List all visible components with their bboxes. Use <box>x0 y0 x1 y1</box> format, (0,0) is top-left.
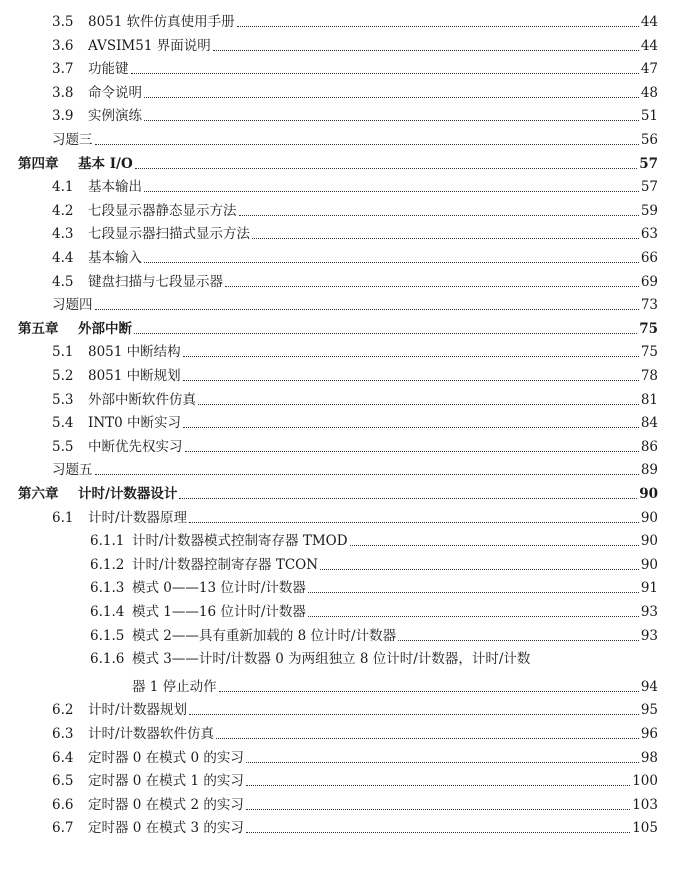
toc-entry-page: 103 <box>632 796 658 813</box>
toc-entry-page: 63 <box>640 226 658 243</box>
toc-entry-page: 89 <box>640 462 658 479</box>
dot-leader <box>246 809 630 810</box>
dot-leader <box>95 309 639 310</box>
toc-entry-title: 模式 1——16 位计时/计数器 <box>132 604 306 620</box>
toc-entry-page: 75 <box>640 344 658 361</box>
toc-entry-title: INT0 中断实习 <box>88 415 182 432</box>
dot-leader <box>135 168 637 169</box>
toc-entry-page: 93 <box>640 627 658 644</box>
toc-exercise-row[interactable] <box>52 126 658 148</box>
dot-leader <box>183 356 639 357</box>
toc-entry-number: 第四章 <box>18 155 59 172</box>
toc-entry-title-continuation: 器 1 停止动作 <box>132 678 217 695</box>
dot-leader <box>189 714 639 715</box>
toc-entry-title: 基本输出 <box>88 179 142 196</box>
toc-entry-page: 75 <box>639 320 658 337</box>
toc-entry-page: 48 <box>640 84 658 101</box>
toc-entry-row[interactable] <box>52 268 658 290</box>
toc-entry-row[interactable] <box>90 574 658 596</box>
toc-entry-row[interactable] <box>52 720 658 742</box>
toc-entry-page: 69 <box>640 273 658 290</box>
dot-leader <box>198 404 639 405</box>
toc-entry-title: 外部中断软件仿真 <box>88 391 196 408</box>
dot-leader <box>144 120 639 121</box>
toc-entry-title: 命令说明 <box>88 84 142 101</box>
toc-entry-title: 基本 I/O <box>78 155 133 172</box>
toc-entry-page: 51 <box>640 108 658 125</box>
dot-leader <box>308 592 639 593</box>
toc-entry-page: 90 <box>640 556 658 573</box>
dot-leader <box>398 640 639 641</box>
toc-entry-number: 3.7 <box>52 61 74 78</box>
toc-entry-number: 3.5 <box>52 14 74 30</box>
dot-leader <box>239 215 639 216</box>
toc-entry-row[interactable] <box>52 55 658 77</box>
dot-leader <box>350 545 639 546</box>
toc-entry-number: 4.5 <box>52 273 74 290</box>
dot-leader <box>213 50 639 51</box>
toc-entry-row[interactable] <box>52 696 658 718</box>
toc-entry-page: 90 <box>640 509 658 526</box>
toc-entry-title: 计时/计数器软件仿真 <box>88 726 215 742</box>
toc-entry-number: 6.5 <box>52 773 74 790</box>
toc-entry-number: 6.1.6 <box>90 651 125 668</box>
toc-entry-page: 78 <box>640 368 658 384</box>
toc-entry-page: 105 <box>632 820 658 837</box>
toc-entry-row[interactable] <box>52 386 658 408</box>
toc-entry-page: 93 <box>640 604 658 620</box>
toc-entry-title: 七段显示器扫描式显示方法 <box>88 226 250 243</box>
toc-entry-number: 6.1.3 <box>90 580 125 597</box>
dot-leader <box>185 451 639 452</box>
toc-entry-title: 模式 3——计时/计数器 0 为两组独立 8 位计时/计数器，计时/计数 <box>132 651 531 668</box>
toc-entry-title: 习题五 <box>52 462 93 479</box>
toc-entry-page: 57 <box>640 179 658 196</box>
toc-entry-number: 5.1 <box>52 344 74 361</box>
dot-leader <box>252 238 639 239</box>
toc-entry-row[interactable] <box>52 102 658 124</box>
toc-chapter-row[interactable] <box>18 315 658 337</box>
toc-entry-page: 47 <box>640 61 658 78</box>
toc-entry-title: 中断优先权实习 <box>88 438 183 455</box>
toc-entry-number: 6.3 <box>52 726 74 742</box>
toc-entry-page: 94 <box>640 678 658 695</box>
toc-entry-title: 计时/计数器模式控制寄存器 TMOD <box>132 533 348 550</box>
toc-entry-page: 100 <box>632 773 658 790</box>
toc-entry-continuation-row[interactable] <box>132 673 658 695</box>
toc-entry-page: 57 <box>639 155 658 172</box>
toc-entry-page: 66 <box>640 250 658 266</box>
toc-entry-title: 定时器 0 在模式 3 的实习 <box>88 820 244 837</box>
toc-entry-number: 6.1 <box>52 509 74 526</box>
dot-leader <box>308 616 639 617</box>
toc-entry-number: 5.2 <box>52 368 74 384</box>
dot-leader <box>144 191 639 192</box>
toc-entry-title: 8051 中断结构 <box>88 344 181 361</box>
toc-entry-row[interactable] <box>52 32 658 54</box>
toc-entry-title: 计时/计数器原理 <box>88 509 188 526</box>
dot-leader <box>131 73 639 74</box>
dot-leader <box>95 144 639 145</box>
toc-entry-number: 6.6 <box>52 796 74 813</box>
toc-entry-title: 8051 软件仿真使用手册 <box>88 14 235 30</box>
toc-entry-title: 模式 2——具有重新加载的 8 位计时/计数器 <box>132 627 397 644</box>
toc-entry-page: 98 <box>640 749 658 766</box>
toc-entry-page: 59 <box>640 202 658 219</box>
toc-entry-page: 56 <box>640 132 658 148</box>
dot-leader <box>144 262 639 263</box>
toc-entry-row[interactable] <box>90 645 658 667</box>
toc-entry-page: 90 <box>639 486 658 502</box>
toc-entry-title: 定时器 0 在模式 1 的实习 <box>88 773 244 790</box>
dot-leader <box>183 427 639 428</box>
toc-entry-page: 84 <box>640 415 658 432</box>
toc-entry-row[interactable] <box>52 504 658 526</box>
toc-entry-number: 3.6 <box>52 37 74 54</box>
toc-entry-title: 计时/计数器设计 <box>78 486 178 502</box>
toc-entry-title: 功能键 <box>88 61 129 78</box>
toc-entry-page: 86 <box>640 438 658 455</box>
toc-entry-page: 96 <box>640 726 658 742</box>
toc-exercise-row[interactable] <box>52 291 658 313</box>
dot-leader <box>237 26 639 27</box>
toc-entry-page: 90 <box>640 533 658 550</box>
toc-entry-row[interactable] <box>90 551 658 573</box>
dot-leader <box>189 522 639 523</box>
toc-entry-row[interactable] <box>52 79 658 101</box>
toc-entry-page: 95 <box>640 702 658 719</box>
toc-chapter-row[interactable] <box>18 480 658 502</box>
toc-entry-number: 3.8 <box>52 84 74 101</box>
toc-entry-row[interactable] <box>52 244 658 266</box>
toc-entry-number: 6.1.1 <box>90 533 125 550</box>
toc-entry-number: 6.7 <box>52 820 74 837</box>
toc-exercise-row[interactable] <box>52 456 658 478</box>
dot-leader <box>225 286 639 287</box>
toc-entry-title: 七段显示器静态显示方法 <box>88 202 237 219</box>
dot-leader <box>320 569 639 570</box>
toc-entry-row[interactable] <box>52 814 658 836</box>
toc-entry-row[interactable] <box>52 362 658 384</box>
dot-leader <box>144 97 639 98</box>
toc-entry-row[interactable] <box>52 338 658 360</box>
toc-entry-row[interactable] <box>52 220 658 242</box>
toc-entry-title: 定时器 0 在模式 0 的实习 <box>88 749 244 766</box>
toc-entry-title: 习题四 <box>52 297 93 314</box>
toc-entry-number: 5.5 <box>52 438 74 455</box>
toc-entry-number: 6.4 <box>52 749 74 766</box>
toc-entry-row[interactable] <box>90 598 658 620</box>
toc-entry-page: 44 <box>640 37 658 54</box>
dot-leader <box>183 380 639 381</box>
toc-entry-title: 实例演练 <box>88 108 142 125</box>
toc-entry-number: 3.9 <box>52 108 74 125</box>
toc-entry-row[interactable] <box>52 791 658 813</box>
dot-leader <box>219 691 639 692</box>
dot-leader <box>216 738 639 739</box>
toc-entry-number: 第五章 <box>18 320 59 337</box>
toc-entry-page: 73 <box>640 297 658 314</box>
toc-entry-number: 4.2 <box>52 202 74 219</box>
toc-entry-page: 44 <box>640 14 658 30</box>
toc-entry-number: 5.4 <box>52 415 74 432</box>
toc-entry-row[interactable] <box>52 433 658 455</box>
dot-leader <box>246 785 630 786</box>
toc-entry-row[interactable] <box>52 767 658 789</box>
toc-entry-number: 第六章 <box>18 486 59 502</box>
toc-entry-page: 81 <box>640 391 658 408</box>
dot-leader <box>246 832 630 833</box>
toc-entry-number: 5.3 <box>52 391 74 408</box>
toc-entry-title: 习题三 <box>52 132 93 148</box>
dot-leader <box>246 762 639 763</box>
dot-leader <box>179 498 637 499</box>
toc-entry-title: 键盘扫描与七段显示器 <box>88 273 223 290</box>
toc-entry-title: 计时/计数器规划 <box>88 702 188 719</box>
toc-entry-title: 基本输入 <box>88 250 142 266</box>
toc-entry-title: 模式 0——13 位计时/计数器 <box>132 580 306 597</box>
toc-entry-row[interactable] <box>52 197 658 219</box>
dot-leader <box>95 474 639 475</box>
toc-entry-page: 91 <box>640 580 658 597</box>
toc-entry-title: AVSIM51 界面说明 <box>88 37 211 54</box>
toc-entry-row[interactable] <box>52 173 658 195</box>
dot-leader <box>134 333 637 334</box>
toc-entry-row[interactable] <box>52 8 658 30</box>
toc-entry-row[interactable] <box>52 744 658 766</box>
toc-entry-title: 计时/计数器控制寄存器 TCON <box>132 556 319 573</box>
toc-entry-number: 6.2 <box>52 702 74 719</box>
toc-entry-title: 8051 中断规划 <box>88 368 181 384</box>
toc-entry-title: 外部中断 <box>78 320 132 337</box>
toc-chapter-row[interactable] <box>18 150 658 172</box>
toc-entry-number: 4.3 <box>52 226 74 243</box>
toc-entry-number: 4.4 <box>52 250 74 266</box>
toc-entry-number: 6.1.4 <box>90 604 125 620</box>
toc-entry-row[interactable] <box>90 622 658 644</box>
toc-entry-row[interactable] <box>90 527 658 549</box>
toc-entry-number: 6.1.5 <box>90 627 125 644</box>
toc-entry-number: 4.1 <box>52 179 74 196</box>
toc-entry-title: 定时器 0 在模式 2 的实习 <box>88 796 244 813</box>
toc-entry-number: 6.1.2 <box>90 556 125 573</box>
toc-entry-row[interactable] <box>52 409 658 431</box>
